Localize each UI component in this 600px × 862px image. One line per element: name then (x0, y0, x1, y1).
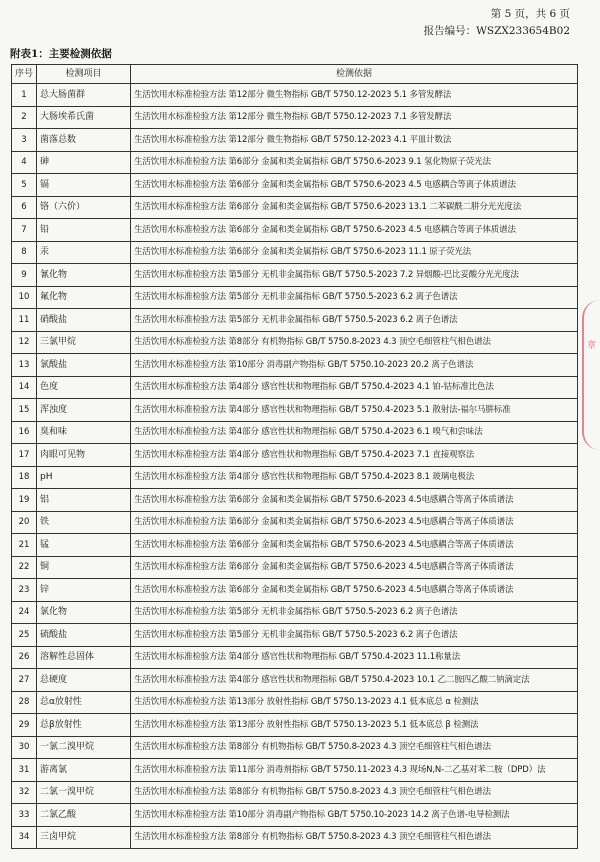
seal-stamp-mark: 章 (587, 341, 597, 351)
table-row (12, 714, 578, 737)
table-row (12, 331, 578, 354)
row-index: 13 (12, 354, 37, 377)
row-index: 34 (12, 826, 37, 849)
row-basis: 生活饮用水标准检验方法 第4部分 感官性状和物理指标 GB/T 5750.4-2023 6.1 嗅气和尝味法 (131, 421, 578, 444)
row-item: 色度 (37, 376, 131, 399)
appendix-title: 附表1：主要检测依据 (10, 48, 112, 60)
row-item: 三卤甲烷 (37, 826, 131, 849)
row-basis: 生活饮用水标准检验方法 第10部分 消毒副产物指标 GB/T 5750.10-2023 20.2 离子色谱法 (131, 354, 578, 377)
row-basis: 生活饮用水标准检验方法 第4部分 感官性状和物理指标 GB/T 5750.4-2023 11.1称量法 (131, 646, 578, 669)
row-index: 4 (12, 151, 37, 174)
row-item: 二氯一溴甲烷 (37, 781, 131, 804)
table-row (12, 511, 578, 534)
row-item: 锰 (37, 534, 131, 557)
row-index: 28 (12, 691, 37, 714)
row-item: pH (37, 466, 131, 489)
row-index: 27 (12, 669, 37, 692)
row-basis: 生活饮用水标准检验方法 第6部分 金属和类金属指标 GB/T 5750.6-2023 13.1 二苯碳酰二肼分光光度法 (131, 196, 578, 219)
row-item: 浑浊度 (37, 399, 131, 422)
row-basis: 生活饮用水标准检验方法 第6部分 金属和类金属指标 GB/T 5750.6-2023 4.5电感耦合等离子体质谱法 (131, 579, 578, 602)
row-basis: 生活饮用水标准检验方法 第12部分 微生物指标 GB/T 5750.12-2023 5.1 多管发酵法 (131, 84, 578, 107)
row-index: 9 (12, 264, 37, 287)
row-basis: 生活饮用水标准检验方法 第13部分 放射性指标 GB/T 5750.13-2023 4.1 低本底总 α 检测法 (131, 691, 578, 714)
row-item: 一氯二溴甲烷 (37, 736, 131, 759)
row-item: 氯化物 (37, 601, 131, 624)
row-index: 6 (12, 196, 37, 219)
row-index: 12 (12, 331, 37, 354)
row-basis: 生活饮用水标准检验方法 第4部分 感官性状和物理指标 GB/T 5750.4-2023 10.1 乙二胺四乙酸二钠滴定法 (131, 669, 578, 692)
row-basis: 生活饮用水标准检验方法 第8部分 有机物指标 GB/T 5750.8-2023 4.3 顶空毛细管柱气相色谱法 (131, 736, 578, 759)
row-basis: 生活饮用水标准检验方法 第12部分 微生物指标 GB/T 5750.12-2023 4.1 平皿计数法 (131, 129, 578, 152)
row-index: 21 (12, 534, 37, 557)
table-row (12, 106, 578, 129)
row-index: 8 (12, 241, 37, 264)
table-row (12, 151, 578, 174)
row-basis: 生活饮用水标准检验方法 第5部分 无机非金属指标 GB/T 5750.5-2023 6.2 离子色谱法 (131, 624, 578, 647)
table-row (12, 489, 578, 512)
row-basis: 生活饮用水标准检验方法 第5部分 无机非金属指标 GB/T 5750.5-2023 7.2 异烟酸-巴比妥酸分光光度法 (131, 264, 578, 287)
table-row (12, 196, 578, 219)
row-basis: 生活饮用水标准检验方法 第6部分 金属和类金属指标 GB/T 5750.6-2023 4.5电感耦合等离子体质谱法 (131, 556, 578, 579)
row-index: 15 (12, 399, 37, 422)
row-basis: 生活饮用水标准检验方法 第5部分 无机非金属指标 GB/T 5750.5-2023 6.2 离子色谱法 (131, 309, 578, 332)
row-item: 二氯乙酸 (37, 804, 131, 827)
row-basis: 生活饮用水标准检验方法 第8部分 有机物指标 GB/T 5750.8-2023 4.3 顶空毛细管柱气相色谱法 (131, 826, 578, 849)
row-index: 16 (12, 421, 37, 444)
row-basis: 生活饮用水标准检验方法 第13部分 放射性指标 GB/T 5750.13-2023 5.1 低本底总 β 检测法 (131, 714, 578, 737)
row-basis: 生活饮用水标准检验方法 第6部分 金属和类金属指标 GB/T 5750.6-2023 9.1 氢化物原子荧光法 (131, 151, 578, 174)
page-header (424, 6, 570, 40)
row-index: 26 (12, 646, 37, 669)
table-row (12, 421, 578, 444)
row-index: 5 (12, 174, 37, 197)
test-basis-table (11, 64, 578, 849)
row-basis: 生活饮用水标准检验方法 第12部分 微生物指标 GB/T 5750.12-2023 7.1 多管发酵法 (131, 106, 578, 129)
row-basis: 生活饮用水标准检验方法 第6部分 金属和类金属指标 GB/T 5750.6-2023 4.5 电感耦合等离子体质谱法 (131, 174, 578, 197)
row-index: 24 (12, 601, 37, 624)
row-item: 三氯甲烷 (37, 331, 131, 354)
row-basis: 生活饮用水标准检验方法 第6部分 金属和类金属指标 GB/T 5750.6-2023 4.5电感耦合等离子体质谱法 (131, 489, 578, 512)
row-item: 溶解性总固体 (37, 646, 131, 669)
row-basis: 生活饮用水标准检验方法 第6部分 金属和类金属指标 GB/T 5750.6-2023 11.1 原子荧光法 (131, 241, 578, 264)
row-item: 臭和味 (37, 421, 131, 444)
column-header-index: 序号 (12, 65, 37, 84)
row-item: 汞 (37, 241, 131, 264)
row-basis: 生活饮用水标准检验方法 第8部分 有机物指标 GB/T 5750.8-2023 4.3 顶空毛细管柱气相色谱法 (131, 331, 578, 354)
row-item: 铝 (37, 489, 131, 512)
row-index: 33 (12, 804, 37, 827)
row-item: 铁 (37, 511, 131, 534)
row-item: 铅 (37, 219, 131, 242)
row-index: 19 (12, 489, 37, 512)
row-item: 肉眼可见物 (37, 444, 131, 467)
table-header-row (12, 65, 578, 84)
table-row (12, 579, 578, 602)
row-index: 17 (12, 444, 37, 467)
row-item: 砷 (37, 151, 131, 174)
row-index: 25 (12, 624, 37, 647)
row-basis: 生活饮用水标准检验方法 第10部分 消毒副产物指标 GB/T 5750.10-2023 14.2 离子色谱-电导检测法 (131, 804, 578, 827)
table-row (12, 466, 578, 489)
row-item: 菌落总数 (37, 129, 131, 152)
table-row (12, 601, 578, 624)
table-row (12, 646, 578, 669)
row-item: 锌 (37, 579, 131, 602)
row-item: 硝酸盐 (37, 309, 131, 332)
column-header-basis: 检测依据 (131, 65, 578, 84)
row-index: 31 (12, 759, 37, 782)
row-index: 10 (12, 286, 37, 309)
table-row (12, 781, 578, 804)
row-index: 2 (12, 106, 37, 129)
row-basis: 生活饮用水标准检验方法 第4部分 感官性状和物理指标 GB/T 5750.4-2023 7.1 直接观察法 (131, 444, 578, 467)
row-item: 游离氯 (37, 759, 131, 782)
table-row (12, 804, 578, 827)
table-row (12, 759, 578, 782)
row-item: 镉 (37, 174, 131, 197)
row-item: 氯酸盐 (37, 354, 131, 377)
row-index: 23 (12, 579, 37, 602)
table-row (12, 264, 578, 287)
row-index: 3 (12, 129, 37, 152)
table-row (12, 669, 578, 692)
table-row (12, 174, 578, 197)
table-row (12, 309, 578, 332)
table-row (12, 534, 578, 557)
table-row (12, 241, 578, 264)
row-item: 氟化物 (37, 286, 131, 309)
row-item: 总α放射性 (37, 691, 131, 714)
row-basis: 生活饮用水标准检验方法 第4部分 感官性状和物理指标 GB/T 5750.4-2023 8.1 玻璃电极法 (131, 466, 578, 489)
row-index: 18 (12, 466, 37, 489)
row-index: 1 (12, 84, 37, 107)
row-item: 硫酸盐 (37, 624, 131, 647)
page-indicator: 第 5 页，共 6 页 (490, 8, 570, 20)
row-basis: 生活饮用水标准检验方法 第6部分 金属和类金属指标 GB/T 5750.6-2023 4.5电感耦合等离子体质谱法 (131, 534, 578, 557)
row-basis: 生活饮用水标准检验方法 第4部分 感官性状和物理指标 GB/T 5750.4-2023 4.1 铂-钴标准比色法 (131, 376, 578, 399)
row-basis: 生活饮用水标准检验方法 第6部分 金属和类金属指标 GB/T 5750.6-2023 4.5 电感耦合等离子体质谱法 (131, 219, 578, 242)
table-row (12, 286, 578, 309)
row-basis: 生活饮用水标准检验方法 第6部分 金属和类金属指标 GB/T 5750.6-2023 4.5电感耦合等离子体质谱法 (131, 511, 578, 534)
table-row (12, 556, 578, 579)
row-index: 14 (12, 376, 37, 399)
table-row (12, 129, 578, 152)
table-row (12, 691, 578, 714)
row-index: 11 (12, 309, 37, 332)
row-item: 氰化物 (37, 264, 131, 287)
row-basis: 生活饮用水标准检验方法 第5部分 无机非金属指标 GB/T 5750.5-2023 6.2 离子色谱法 (131, 601, 578, 624)
table-row (12, 84, 578, 107)
row-index: 32 (12, 781, 37, 804)
seal-stamp (582, 300, 600, 450)
table-row (12, 444, 578, 467)
row-item: 总大肠菌群 (37, 84, 131, 107)
row-index: 29 (12, 714, 37, 737)
table-row (12, 376, 578, 399)
table-row (12, 399, 578, 422)
row-index: 7 (12, 219, 37, 242)
table-row (12, 736, 578, 759)
row-index: 30 (12, 736, 37, 759)
row-index: 22 (12, 556, 37, 579)
table-row (12, 624, 578, 647)
row-item: 总β放射性 (37, 714, 131, 737)
report-number: 报告编号：WSZX233654B02 (423, 25, 570, 37)
row-basis: 生活饮用水标准检验方法 第8部分 有机物指标 GB/T 5750.8-2023 4.3 顶空毛细管柱气相色谱法 (131, 781, 578, 804)
row-item: 大肠埃希氏菌 (37, 106, 131, 129)
row-item: 铬（六价） (37, 196, 131, 219)
table-row (12, 219, 578, 242)
table-row (12, 354, 578, 377)
column-header-item: 检测项目 (37, 65, 131, 84)
row-basis: 生活饮用水标准检验方法 第4部分 感官性状和物理指标 GB/T 5750.4-2023 5.1 散射法-福尔马肼标准 (131, 399, 578, 422)
row-basis: 生活饮用水标准检验方法 第5部分 无机非金属指标 GB/T 5750.5-2023 6.2 离子色谱法 (131, 286, 578, 309)
row-index: 20 (12, 511, 37, 534)
row-item: 铜 (37, 556, 131, 579)
table-row (12, 826, 578, 849)
row-item: 总硬度 (37, 669, 131, 692)
row-basis: 生活饮用水标准检验方法 第11部分 消毒剂指标 GB/T 5750.11-2023 4.3 现场N,N-二乙基对苯二胺（DPD）法 (131, 759, 578, 782)
